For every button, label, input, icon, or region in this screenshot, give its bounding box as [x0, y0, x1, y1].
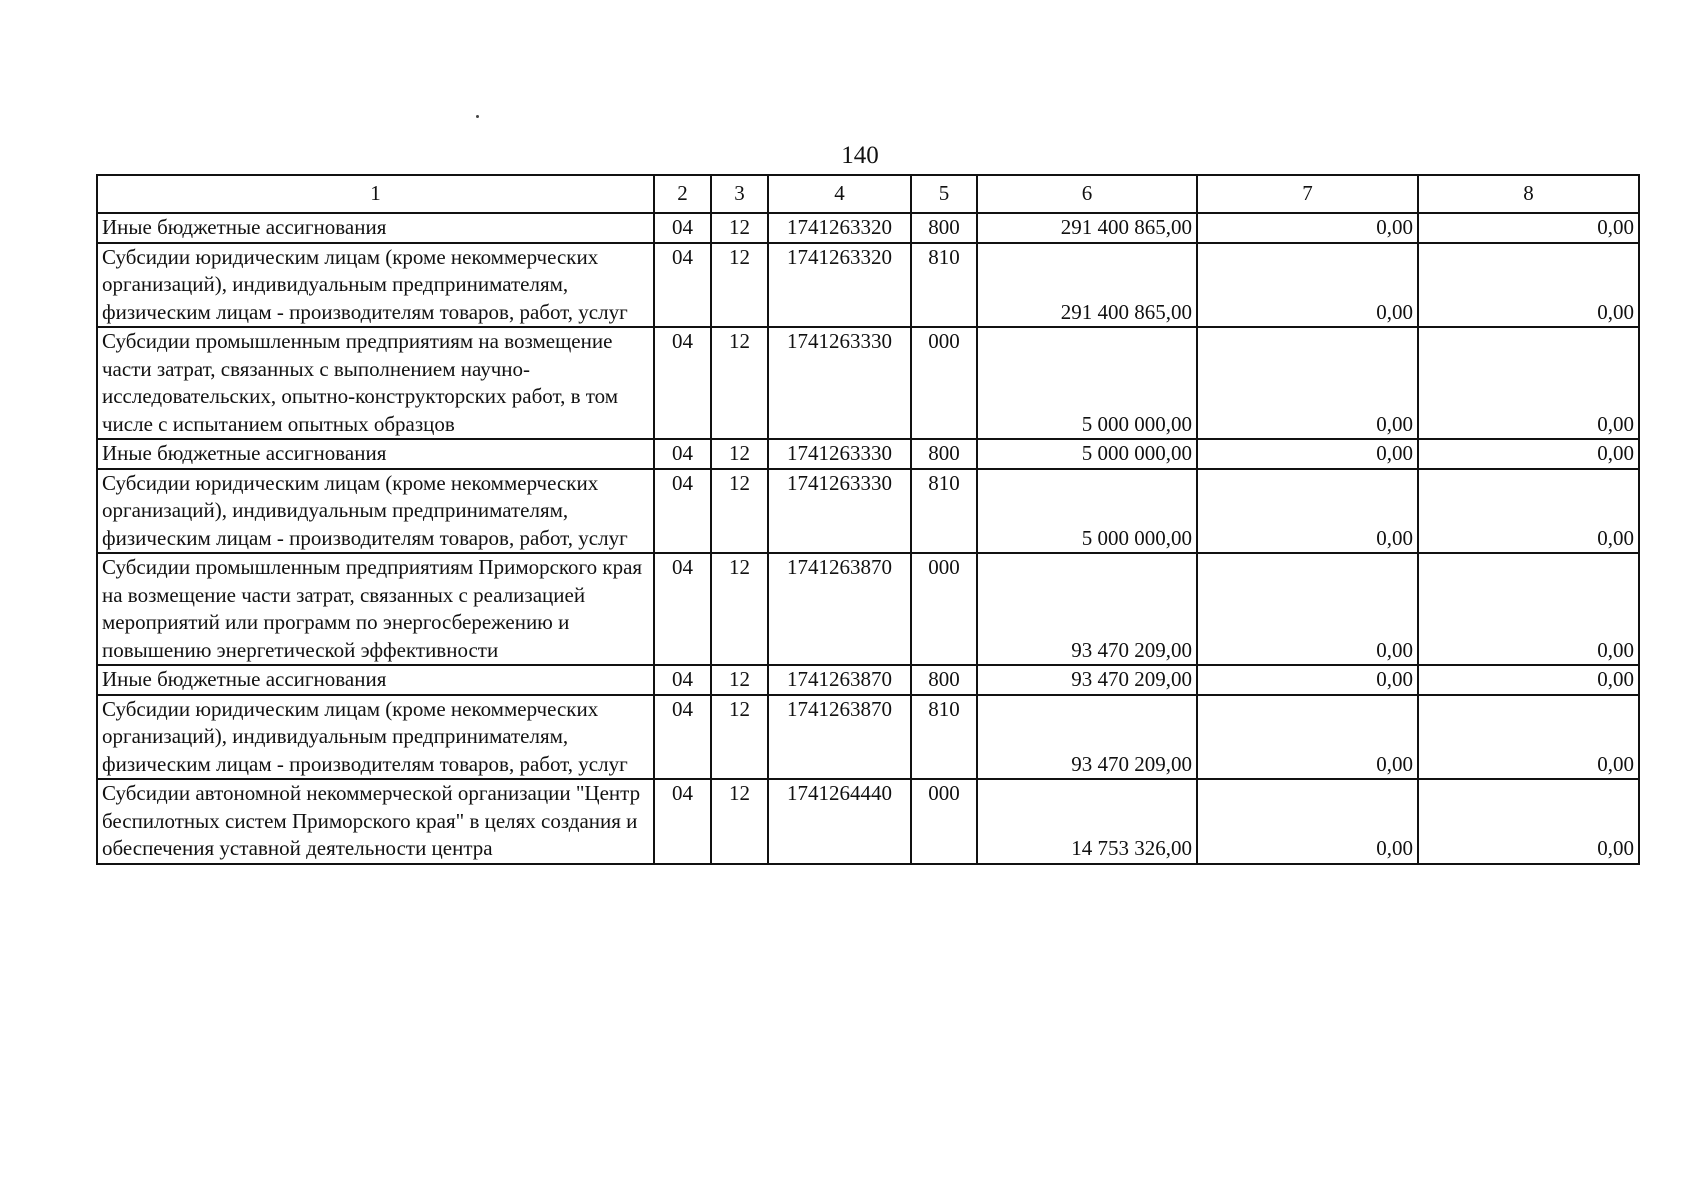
- col2-cell: 04: [654, 469, 711, 554]
- row-name-cell: Субсидии промышленным предприятиям на возмещение части затрат, связанных с выполнением научно-исследовательских, опытно-конструкторских работ, в том числе с испытанием опытных образцов: [97, 327, 654, 439]
- scan-speck: [476, 115, 479, 118]
- col2-cell: 04: [654, 779, 711, 864]
- col6-amount-cell: 291 400 865,00: [977, 243, 1197, 328]
- col2-cell: 04: [654, 213, 711, 243]
- col5-cell: 800: [911, 665, 977, 695]
- col3-cell: 12: [711, 779, 768, 864]
- col4-cell: 1741264440: [768, 779, 911, 864]
- col6-amount-cell: 93 470 209,00: [977, 665, 1197, 695]
- col5-cell: 000: [911, 779, 977, 864]
- col8-amount-cell: 0,00: [1418, 553, 1639, 665]
- row-name-cell: Иные бюджетные ассигнования: [97, 439, 654, 469]
- col4-cell: 1741263870: [768, 695, 911, 780]
- row-name-cell: Иные бюджетные ассигнования: [97, 213, 654, 243]
- table-row: [97, 213, 1639, 243]
- col8-amount-cell: 0,00: [1418, 469, 1639, 554]
- header-cell-5: 5: [911, 175, 977, 213]
- page-number: 140: [841, 142, 879, 169]
- col6-amount-cell: 14 753 326,00: [977, 779, 1197, 864]
- col8-amount-cell: 0,00: [1418, 439, 1639, 469]
- col6-amount-cell: 5 000 000,00: [977, 439, 1197, 469]
- col3-cell: 12: [711, 553, 768, 665]
- col4-cell: 1741263320: [768, 213, 911, 243]
- col5-cell: 000: [911, 553, 977, 665]
- col7-amount-cell: 0,00: [1197, 779, 1418, 864]
- col8-amount-cell: 0,00: [1418, 695, 1639, 780]
- col7-amount-cell: 0,00: [1197, 327, 1418, 439]
- header-cell-3: 3: [711, 175, 768, 213]
- col2-cell: 04: [654, 665, 711, 695]
- row-name-cell: Субсидии юридическим лицам (кроме некоммерческих организаций), индивидуальным предпринимателям, физическим лицам - производителям товаров, работ, услуг: [97, 469, 654, 554]
- col5-cell: 800: [911, 439, 977, 469]
- table-row: [97, 695, 1639, 780]
- header-row: [97, 175, 1639, 213]
- row-name-cell: Субсидии юридическим лицам (кроме некоммерческих организаций), индивидуальным предпринимателям, физическим лицам - производителям товаров, работ, услуг: [97, 243, 654, 328]
- table-row: [97, 665, 1639, 695]
- col3-cell: 12: [711, 439, 768, 469]
- col4-cell: 1741263330: [768, 327, 911, 439]
- col3-cell: 12: [711, 213, 768, 243]
- col2-cell: 04: [654, 327, 711, 439]
- header-cell-2: 2: [654, 175, 711, 213]
- col4-cell: 1741263870: [768, 665, 911, 695]
- col2-cell: 04: [654, 553, 711, 665]
- col2-cell: 04: [654, 695, 711, 780]
- col6-amount-cell: 93 470 209,00: [977, 695, 1197, 780]
- col6-amount-cell: 5 000 000,00: [977, 469, 1197, 554]
- col4-cell: 1741263330: [768, 439, 911, 469]
- table-row: [97, 327, 1639, 439]
- col5-cell: 810: [911, 243, 977, 328]
- header-cell-4: 4: [768, 175, 911, 213]
- budget-table: [96, 174, 1640, 865]
- col7-amount-cell: 0,00: [1197, 439, 1418, 469]
- row-name-cell: Субсидии автономной некоммерческой организации "Центр беспилотных систем Приморского края" в целях создания и обеспечения уставной деятельности центра: [97, 779, 654, 864]
- col5-cell: 000: [911, 327, 977, 439]
- col6-amount-cell: 93 470 209,00: [977, 553, 1197, 665]
- col3-cell: 12: [711, 327, 768, 439]
- col6-amount-cell: 291 400 865,00: [977, 213, 1197, 243]
- col5-cell: 800: [911, 213, 977, 243]
- table-row: [97, 439, 1639, 469]
- row-name-cell: Субсидии юридическим лицам (кроме некоммерческих организаций), индивидуальным предпринимателям, физическим лицам - производителям товаров, работ, услуг: [97, 695, 654, 780]
- row-name-cell: Иные бюджетные ассигнования: [97, 665, 654, 695]
- col3-cell: 12: [711, 243, 768, 328]
- col8-amount-cell: 0,00: [1418, 327, 1639, 439]
- col3-cell: 12: [711, 665, 768, 695]
- col2-cell: 04: [654, 243, 711, 328]
- table-row: [97, 779, 1639, 864]
- col3-cell: 12: [711, 469, 768, 554]
- col4-cell: 1741263320: [768, 243, 911, 328]
- col7-amount-cell: 0,00: [1197, 243, 1418, 328]
- col5-cell: 810: [911, 695, 977, 780]
- col7-amount-cell: 0,00: [1197, 695, 1418, 780]
- header-cell-7: 7: [1197, 175, 1418, 213]
- col7-amount-cell: 0,00: [1197, 553, 1418, 665]
- row-name-cell: Субсидии промышленным предприятиям Приморского края на возмещение части затрат, связанных с реализацией мероприятий или программ по энергосбережению и повышению энергетической эффективности: [97, 553, 654, 665]
- col7-amount-cell: 0,00: [1197, 665, 1418, 695]
- col8-amount-cell: 0,00: [1418, 213, 1639, 243]
- table-row: [97, 469, 1639, 554]
- table-row: [97, 553, 1639, 665]
- header-cell-6: 6: [977, 175, 1197, 213]
- col7-amount-cell: 0,00: [1197, 213, 1418, 243]
- col4-cell: 1741263330: [768, 469, 911, 554]
- col8-amount-cell: 0,00: [1418, 243, 1639, 328]
- header-cell-8: 8: [1418, 175, 1639, 213]
- table-row: [97, 243, 1639, 328]
- col7-amount-cell: 0,00: [1197, 469, 1418, 554]
- col4-cell: 1741263870: [768, 553, 911, 665]
- col8-amount-cell: 0,00: [1418, 779, 1639, 864]
- col6-amount-cell: 5 000 000,00: [977, 327, 1197, 439]
- col2-cell: 04: [654, 439, 711, 469]
- table-body: [97, 175, 1639, 864]
- header-cell-1: 1: [97, 175, 654, 213]
- col3-cell: 12: [711, 695, 768, 780]
- col5-cell: 810: [911, 469, 977, 554]
- col8-amount-cell: 0,00: [1418, 665, 1639, 695]
